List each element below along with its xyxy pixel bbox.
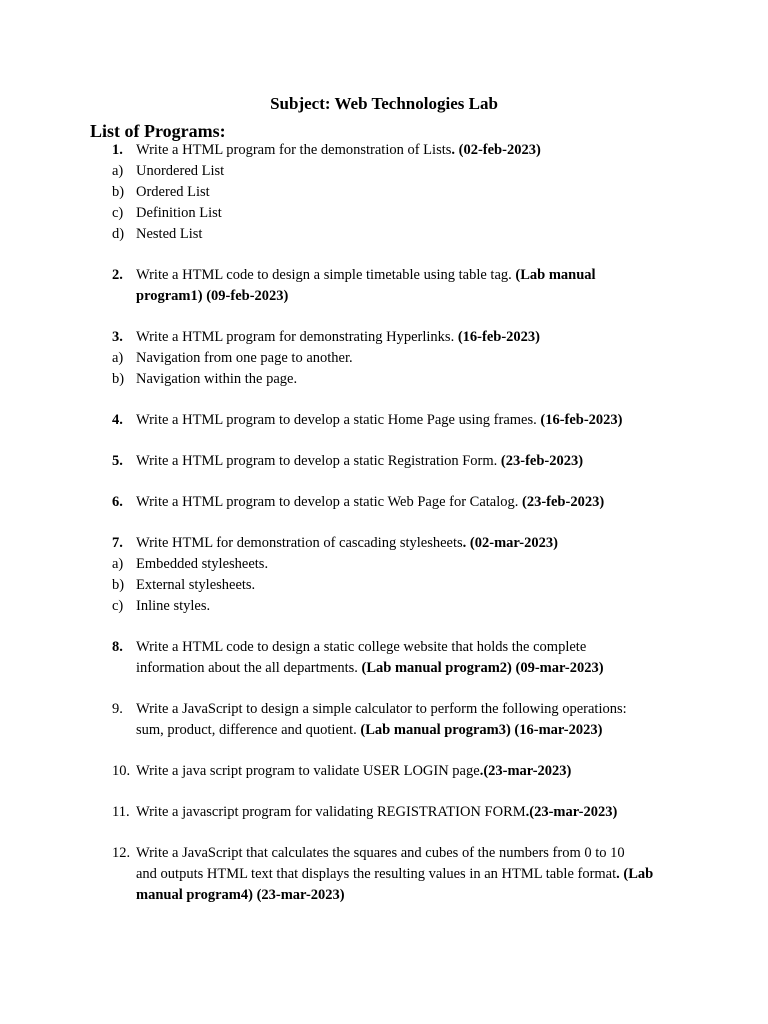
program-item-8 [0,637,768,679]
sub-item-letter: a) [112,350,124,366]
program-list [0,140,768,926]
program-number: 12. [112,845,131,861]
program-date: (16-feb-2023) [540,412,623,428]
sub-item-text: Inline styles. [136,598,211,614]
program-line [0,699,676,720]
program-text: Write a HTML program to develop a static Registration Form. [136,453,501,469]
sub-item-letter: b) [112,184,125,200]
sub-item-text: Navigation from one page to another. [136,350,353,366]
program-line [0,265,676,286]
sub-item-text: Embedded stylesheets. [136,556,269,572]
program-line [0,864,676,885]
program-line [0,637,676,658]
program-text: Write a JavaScript to design a simple calculator to perform the following operations: [136,701,627,717]
sub-item-text: Ordered List [136,184,210,200]
program-line [0,451,676,472]
program-date: .(23-mar-2023) [525,804,618,820]
program-item-3 [0,327,768,390]
program-text: Write a javascript program for validating REGISTRATION FORM [136,804,526,820]
program-number: 3. [112,329,123,345]
program-date: (23-feb-2023) [500,453,584,469]
document-title: Subject: Web Technologies Lab [270,94,498,113]
program-number: 8. [112,639,123,655]
program-number: 11. [112,804,130,820]
program-line [0,327,676,348]
sub-item [0,369,676,390]
sub-item [0,575,676,596]
program-number: 5. [112,453,123,469]
sub-item-letter: b) [112,577,125,593]
program-date: manual program4) (23-mar-2023) [136,887,345,903]
program-item-11 [0,802,768,823]
sub-item-text: Unordered List [136,163,225,179]
program-text: Write a HTML program to develop a static Web Page for Catalog. [136,494,523,510]
program-date: program1) (09-feb-2023) [136,288,289,304]
program-date: (Lab manual program2) (09-mar-2023) [361,660,604,676]
sub-item [0,224,676,245]
program-item-10 [0,761,768,782]
program-item-6 [0,492,768,513]
sub-item-letter: c) [112,598,124,614]
program-date: . (02-feb-2023) [451,142,541,158]
program-text: Write a HTML code to design a static college website that holds the complete [136,639,587,655]
program-number: 9. [112,701,123,717]
sub-item-letter: c) [112,205,124,221]
program-line [0,720,676,741]
program-line [0,533,676,554]
program-number: 4. [112,412,123,428]
sub-item [0,596,676,617]
sub-item [0,554,676,575]
program-line [0,140,676,161]
sub-item [0,182,676,203]
program-number: 7. [112,535,123,551]
program-text: Write a HTML program for the demonstration of Lists [136,142,452,158]
sub-item-letter: d) [112,226,125,242]
sub-item [0,161,676,182]
sub-item [0,348,676,369]
program-line [0,286,676,307]
program-text: Write a HTML program to develop a static Home Page using frames. [136,412,541,428]
program-lab-ref: (Lab manual [515,267,596,283]
program-date: (23-feb-2023) [522,494,605,510]
list-heading: List of Programs: [90,121,226,141]
program-number: 1. [112,142,123,158]
program-text: Write a HTML code to design a simple timetable using table tag. [136,267,516,283]
program-text: Write a JavaScript that calculates the squares and cubes of the numbers from 0 to 10 [136,845,625,861]
program-lab-ref: . (Lab [616,866,654,882]
program-text: Write HTML for demonstration of cascading stylesheets [136,535,463,551]
sub-item-text: Nested List [136,226,203,242]
program-item-5 [0,451,768,472]
sub-item-letter: b) [112,371,125,387]
program-number: 2. [112,267,123,283]
program-date: .(23-mar-2023) [479,763,572,779]
program-line [0,885,676,906]
sub-item-letter: a) [112,556,124,572]
program-line [0,658,676,679]
program-line [0,492,676,513]
program-item-4 [0,410,768,431]
program-text: Write a HTML program for demonstrating Hyperlinks. [136,329,458,345]
program-line [0,802,676,823]
sub-item-text: Navigation within the page. [136,371,298,387]
program-line [0,410,676,431]
program-number: 10. [112,763,131,779]
program-line [0,761,676,782]
program-text: information about the all departments. [136,660,362,676]
sub-item-text: Definition List [136,205,222,221]
program-date: (Lab manual program3) (16-mar-2023) [360,722,603,738]
sub-item-text: External stylesheets. [136,577,256,593]
program-text: sum, product, difference and quotient. [136,722,361,738]
program-text: Write a java script program to validate USER LOGIN page [136,763,480,779]
program-date: . (02-mar-2023) [462,535,558,551]
program-item-7 [0,533,768,617]
program-item-2 [0,265,768,307]
sub-item [0,203,676,224]
program-item-1 [0,140,768,245]
program-item-12 [0,843,768,906]
program-item-9 [0,699,768,741]
program-number: 6. [112,494,123,510]
program-date: (16-feb-2023) [457,329,540,345]
program-line [0,843,676,864]
program-text: and outputs HTML text that displays the resulting values in an HTML table format [136,866,617,882]
sub-item-letter: a) [112,163,124,179]
